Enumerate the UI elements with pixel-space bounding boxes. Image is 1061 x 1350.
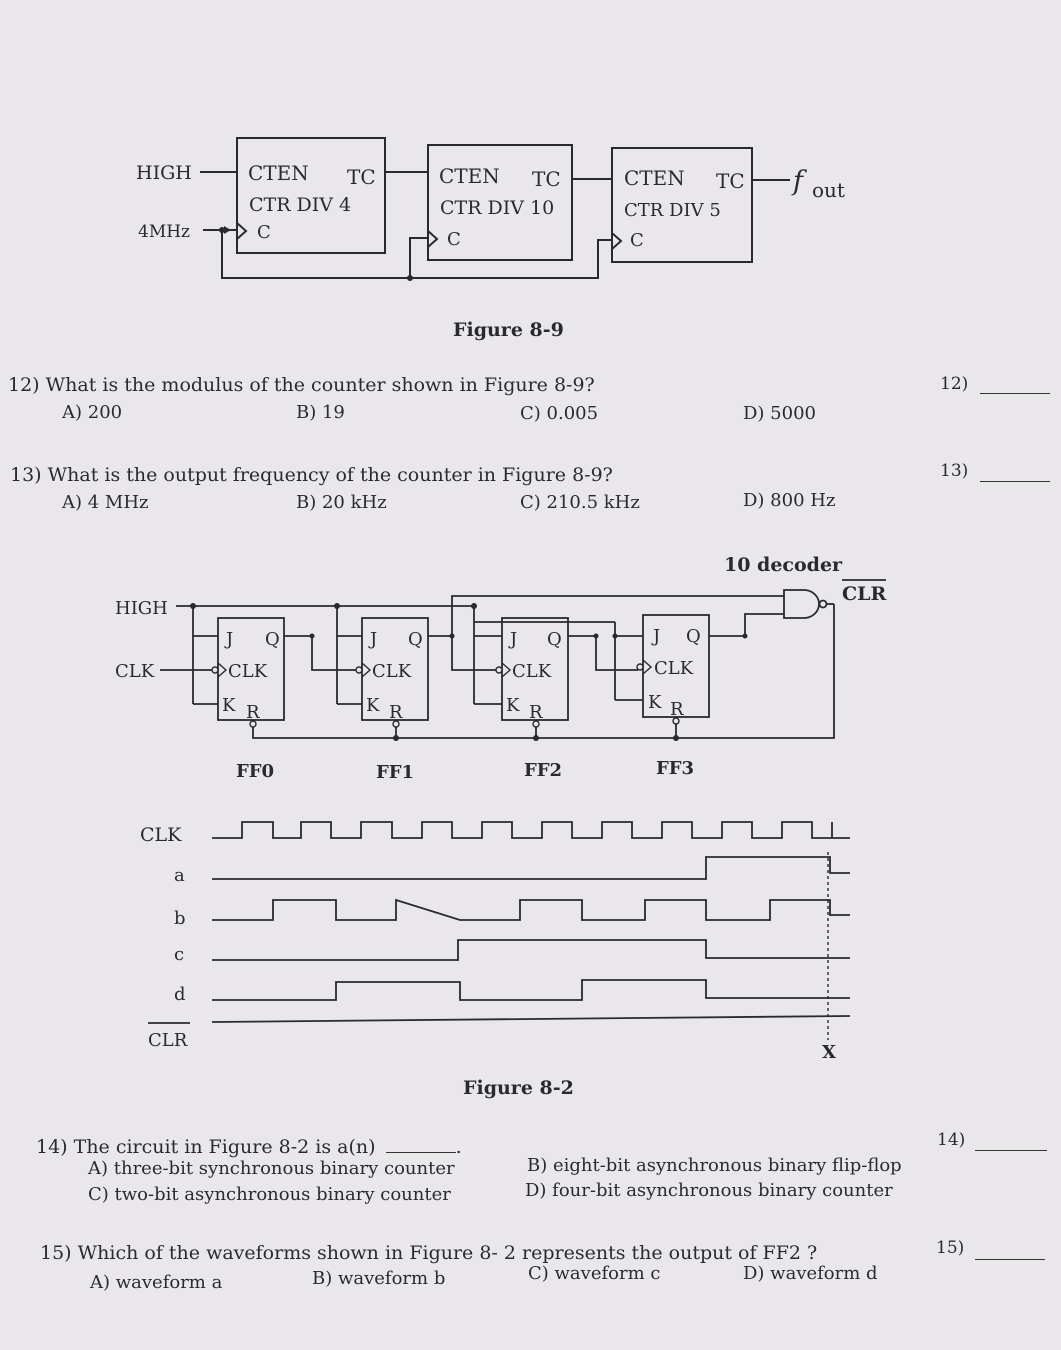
clk-pin: CLK bbox=[372, 661, 412, 682]
j-pin: J bbox=[370, 629, 378, 650]
clk-pin: CLK bbox=[228, 661, 268, 682]
clock-pin-label: C bbox=[630, 230, 644, 251]
fill-in-blank[interactable] bbox=[386, 1152, 456, 1153]
option-b: B) 19 bbox=[296, 402, 345, 423]
counter-name: CTR DIV 5 bbox=[624, 200, 721, 221]
option-b: B) 20 kHz bbox=[296, 492, 387, 513]
wave-label-a: a bbox=[174, 865, 185, 886]
question-13 bbox=[10, 464, 613, 486]
waveform-c bbox=[212, 940, 850, 960]
question-number: 13) bbox=[10, 464, 42, 486]
question-number: 15) bbox=[40, 1242, 72, 1264]
high-input-label: HIGH bbox=[136, 162, 192, 184]
cten-label: CTEN bbox=[248, 161, 309, 185]
ff3-label: FF3 bbox=[656, 758, 695, 779]
r-pin: R bbox=[670, 699, 684, 720]
answer-label-14: 14) bbox=[937, 1130, 966, 1150]
option-c: C) 210.5 kHz bbox=[520, 492, 640, 513]
waveform-b bbox=[212, 900, 850, 920]
question-15 bbox=[40, 1242, 817, 1264]
q-pin: Q bbox=[686, 626, 701, 647]
k-pin: K bbox=[222, 695, 236, 716]
wave-label-clr: CLR bbox=[148, 1030, 188, 1051]
q-pin: Q bbox=[265, 629, 280, 650]
r-pin: R bbox=[389, 702, 403, 723]
q-pin: Q bbox=[408, 629, 423, 650]
clk-pin: CLK bbox=[654, 658, 694, 679]
option-c: C) waveform c bbox=[528, 1263, 661, 1284]
waveform-d bbox=[212, 980, 850, 1000]
question-text: Which of the waveforms shown in Figure 8- 2 represents the output of FF2 ? bbox=[77, 1242, 818, 1264]
r-pin: R bbox=[529, 702, 543, 723]
wave-label-clk: CLK bbox=[140, 824, 182, 846]
question-text: What is the output frequency of the counter in Figure 8-9? bbox=[47, 464, 613, 486]
decoder-gate bbox=[784, 590, 819, 618]
tc-label: TC bbox=[347, 165, 376, 189]
answer-label-13: 13) bbox=[940, 461, 969, 481]
answer-label-12: 12) bbox=[940, 374, 969, 394]
ff0-label: FF0 bbox=[236, 761, 275, 782]
counter-name: CTR DIV 10 bbox=[440, 197, 555, 219]
r-pin: R bbox=[246, 702, 260, 723]
k-pin: K bbox=[366, 695, 380, 716]
wave-label-c: c bbox=[174, 944, 185, 965]
option-a: A) waveform a bbox=[90, 1272, 223, 1293]
option-c: C) two-bit asynchronous binary counter bbox=[88, 1184, 451, 1205]
question-number: 12) bbox=[8, 374, 40, 396]
answer-blank-13[interactable] bbox=[980, 481, 1050, 482]
fout-subscript: out bbox=[812, 178, 845, 202]
option-d: D) 5000 bbox=[743, 403, 816, 424]
question-number: 14) bbox=[36, 1136, 68, 1158]
option-b: B) eight-bit asynchronous binary flip-flop bbox=[527, 1155, 902, 1176]
blank-period: . bbox=[455, 1136, 462, 1158]
question-14 bbox=[36, 1136, 462, 1158]
question-text: What is the modulus of the counter shown in Figure 8-9? bbox=[45, 374, 595, 396]
counter-name: CTR DIV 4 bbox=[249, 194, 352, 216]
option-a: A) 200 bbox=[62, 402, 123, 423]
clock-input-label: 4MHz bbox=[138, 222, 191, 242]
clk-input-label: CLK bbox=[115, 661, 155, 682]
high-label: HIGH bbox=[115, 598, 168, 619]
tc-label: TC bbox=[716, 169, 745, 193]
figure-8-9-caption: Figure 8-9 bbox=[453, 319, 564, 341]
q-pin: Q bbox=[547, 629, 562, 650]
option-d: D) four-bit asynchronous binary counter bbox=[525, 1180, 893, 1201]
clock-pin-label: C bbox=[447, 229, 461, 250]
x-marker: X bbox=[822, 1042, 836, 1063]
tc-label: TC bbox=[532, 167, 561, 191]
decoder-label: 10 decoder bbox=[724, 554, 843, 576]
wave-label-b: b bbox=[174, 908, 186, 929]
clk-pin: CLK bbox=[512, 661, 552, 682]
answer-blank-14[interactable] bbox=[975, 1150, 1047, 1151]
option-d: D) 800 Hz bbox=[743, 490, 836, 511]
option-a: A) three-bit synchronous binary counter bbox=[88, 1158, 455, 1179]
waveform-a bbox=[212, 857, 850, 879]
option-a: A) 4 MHz bbox=[62, 492, 149, 513]
clock-pin-label: C bbox=[257, 222, 271, 243]
wave-label-d: d bbox=[174, 984, 186, 1005]
ff2-label: FF2 bbox=[524, 760, 563, 781]
option-b: B) waveform b bbox=[312, 1268, 446, 1289]
waveform-clr bbox=[212, 1016, 850, 1022]
answer-blank-15[interactable] bbox=[975, 1259, 1045, 1260]
k-pin: K bbox=[506, 695, 520, 716]
question-12 bbox=[8, 374, 595, 396]
waveform-clk bbox=[212, 822, 850, 838]
figure-8-2-diagram bbox=[0, 540, 1061, 1080]
j-pin: J bbox=[510, 629, 518, 650]
k-pin: K bbox=[648, 692, 662, 713]
cten-label: CTEN bbox=[624, 166, 685, 190]
fout-label: f bbox=[793, 166, 803, 197]
figure-8-2-caption: Figure 8-2 bbox=[463, 1077, 574, 1099]
figure-8-9-diagram bbox=[0, 0, 1061, 300]
answer-blank-12[interactable] bbox=[980, 393, 1050, 394]
question-text: The circuit in Figure 8-2 is a(n) bbox=[73, 1136, 376, 1158]
answer-label-15: 15) bbox=[936, 1238, 965, 1258]
clr-label: CLR bbox=[842, 583, 887, 605]
j-pin: J bbox=[226, 629, 234, 650]
option-d: D) waveform d bbox=[743, 1263, 878, 1284]
cten-label: CTEN bbox=[439, 164, 500, 188]
ff1-label: FF1 bbox=[376, 762, 415, 783]
j-pin: J bbox=[653, 626, 661, 647]
option-c: C) 0.005 bbox=[520, 403, 599, 424]
